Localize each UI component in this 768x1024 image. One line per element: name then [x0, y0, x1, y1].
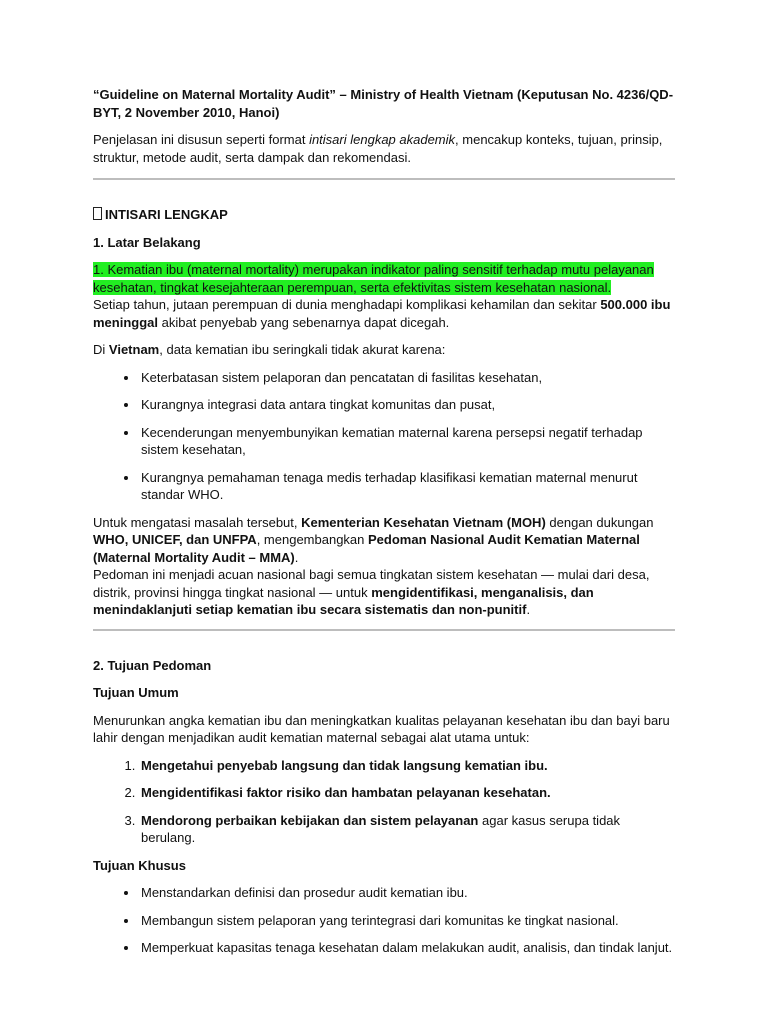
divider — [93, 629, 675, 631]
text-run: Di — [93, 342, 109, 357]
bold-run: Vietnam — [108, 342, 160, 357]
text-run: . — [526, 602, 531, 617]
numbered-item — [139, 812, 675, 847]
divider — [93, 178, 675, 180]
text-run: Untuk mengatasi masalah tersebut, — [93, 514, 302, 530]
reasons-list — [93, 369, 675, 504]
summary-heading-text: INTISARI LENGKAP — [105, 207, 228, 222]
section-heading-tujuan: 2. Tujuan Pedoman — [93, 657, 212, 673]
subheading-tujuan-umum: Tujuan Umum — [93, 685, 179, 700]
intro-paragraph — [93, 131, 675, 166]
list-item: • Menstandarkan definisi dan prosedur audit kematian ibu. — [139, 884, 675, 902]
text-run: , data kematian ibu seringkali tidak akurat karena: — [159, 342, 446, 357]
highlighted-paragraph — [93, 261, 675, 296]
specific-objectives-list — [93, 884, 675, 957]
bold-run: Mengidentifikasi faktor risiko dan hambatan pelayanan kesehatan. — [141, 785, 551, 800]
intro-text-end: , mencakup konteks, tujuan, prinsip, struktur, metode audit, serta dampak dan rekomendasi. — [93, 132, 663, 165]
bold-run: Pedoman Nasional Audit Kematian Maternal (Maternal Mortality Audit – MMA) — [93, 532, 640, 565]
bold-run: WHO, UNICEF, dan UNFPA — [93, 532, 257, 547]
box-glyph-icon — [93, 207, 102, 220]
section-heading-latar-belakang: 1. Latar Belakang — [93, 234, 201, 250]
intro-text: Penjelasan ini disusun seperti format — [93, 132, 310, 147]
objectives-numbered-list — [93, 757, 675, 847]
bold-run: 500.000 ibu meninggal — [93, 297, 671, 330]
bold-run: mengidentifikasi, menganalisis, dan menindaklanjuti setiap kematian ibu secara sistematis dan non-punitif — [93, 584, 594, 617]
list-item: • Memperkuat kapasitas tenaga kesehatan dalam melakukan audit, analisis, dan tindak lanjut. — [139, 939, 675, 957]
paragraph-jutaan — [93, 296, 675, 331]
text-run: Setiap tahun, jutaan perempuan di dunia menghadapi komplikasi kehamilan dan sekitar — [93, 297, 601, 312]
bold-run: Mengetahui penyebab langsung dan tidak langsung kematian ibu. — [141, 757, 548, 773]
paragraph-moh — [93, 514, 675, 567]
paragraph-pedoman — [93, 566, 675, 619]
text-run: . — [294, 549, 299, 565]
document-page — [93, 86, 675, 967]
intro-italic: intisari lengkap akademik — [309, 132, 456, 147]
paragraph-tujuan-umum: Menurunkan angka kematian ibu dan meningkatkan kualitas pelayanan kesehatan ibu dan bayi baru lahir dengan menjadikan audit kematian maternal sebagai alat utama untuk: — [93, 712, 670, 745]
text-run: , mengembangkan — [256, 532, 368, 547]
paragraph-vietnam — [93, 341, 675, 359]
text-run: Pedoman ini menjadi acuan nasional bagi semua tingkatan sistem kesehatan — mulai dari desa, distrik, provinsi hingga tingkat nasional — untuk — [93, 567, 650, 600]
text-run: akibat penyebab yang sebenarnya dapat dicegah. — [158, 314, 450, 330]
summary-heading — [93, 206, 675, 224]
bold-run: Mendorong perbaikan kebijakan dan sistem pelayanan — [141, 812, 479, 828]
highlighted-text: 1. Kematian ibu (maternal mortality) merupakan indikator paling sensitif terhadap mutu pelayanan kesehatan, tingkat kesejahteraan perempuan, serta efektivitas sistem kesehatan nasional. — [93, 262, 654, 295]
subheading-tujuan-khusus: Tujuan Khusus — [93, 857, 186, 873]
text-run: agar kasus serupa tidak berulang. — [141, 812, 621, 845]
numbered-item — [139, 784, 675, 802]
text-run: dengan dukungan — [545, 514, 654, 530]
list-item: • Kecenderungan menyembunyikan kematian maternal karena persepsi negatif terhadap sistem kesehatan, — [139, 424, 675, 459]
list-item: • Membangun sistem pelaporan yang terintegrasi dari komunitas ke tingkat nasional. — [139, 912, 675, 930]
list-item: • Kurangnya integrasi data antara tingkat komunitas dan pusat, — [139, 396, 675, 414]
list-item: • Kurangnya pemahaman tenaga medis terhadap klasifikasi kematian maternal menurut standar WHO. — [139, 469, 675, 504]
list-item: • Keterbatasan sistem pelaporan dan pencatatan di fasilitas kesehatan, — [139, 369, 675, 387]
numbered-item — [139, 757, 675, 775]
document-title: “Guideline on Maternal Mortality Audit” – Ministry of Health Vietnam (Keputusan No. 4236/QD-BYT, 2 November 2010, Hanoi) — [93, 87, 674, 120]
bold-run: Kementerian Kesehatan Vietnam (MOH) — [301, 514, 546, 530]
